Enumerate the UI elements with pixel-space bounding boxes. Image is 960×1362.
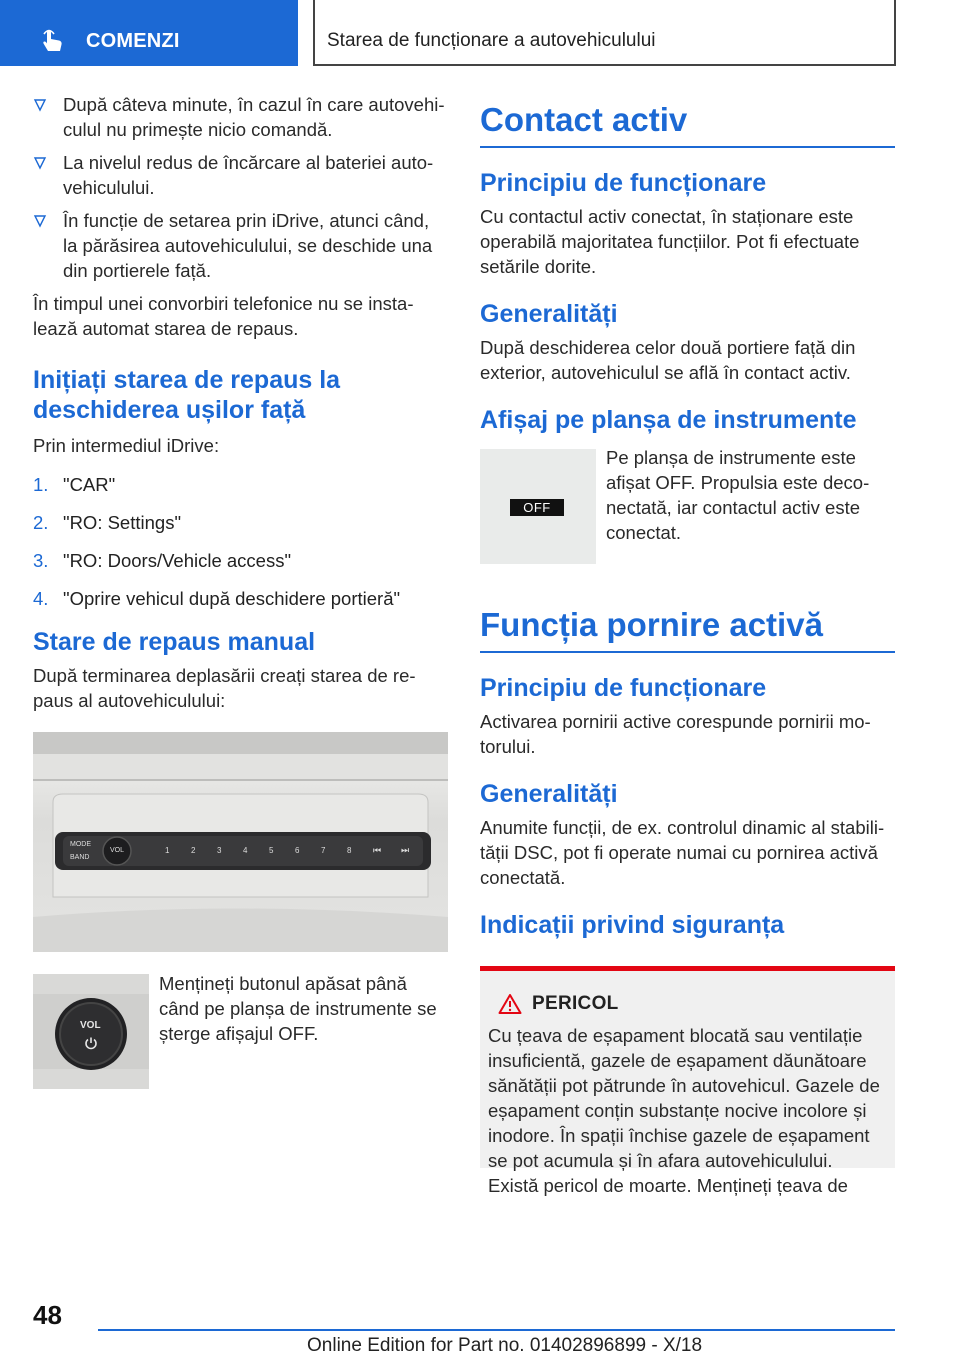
paragraph-principle-1: Cu contactul activ conectat, în staționare este operabilă majoritatea funcțiilor. Pot fi efectuate setările dorite. xyxy=(480,206,860,277)
vol-label: VOL xyxy=(110,847,125,854)
step-text: "CAR" xyxy=(63,474,116,495)
bullet-text: La nivelul redus de încărcare al bateriei auto-vehiculului. xyxy=(63,152,434,198)
danger-header xyxy=(488,993,883,1015)
danger-label: PERICOL xyxy=(532,993,619,1014)
power-icon xyxy=(84,1036,98,1050)
triangle-down-icon xyxy=(33,98,47,112)
steps-list xyxy=(33,472,448,611)
bullet-item xyxy=(33,150,448,200)
preset-button: 1 xyxy=(165,846,170,855)
preset-button: 8 xyxy=(347,846,352,855)
preset-button: 3 xyxy=(217,846,222,855)
list-item xyxy=(33,548,448,573)
paragraph-phone-call: În timpul unei convorbiri telefonice nu se insta-lează automat starea de repaus. xyxy=(33,293,414,339)
danger-text: Cu țeava de eșapament blocată sau ventilație insuficientă, gazele de eșapament dăunătoare sănătății pot pătrunde în autovehicul. Gazele de eșapament conțin substanțe nocive incolore și inodore. În spații închise gazele de eșapament se pot acumula și în afara autovehiculului. Există pericol de moarte. Mențineți țeava de xyxy=(488,1025,880,1196)
heading-general-2: Generalități xyxy=(480,780,618,808)
list-item xyxy=(33,586,448,611)
heading-safety: Indicații privind siguranța xyxy=(480,911,785,939)
hand-pointer-icon xyxy=(40,28,66,54)
danger-box xyxy=(480,966,895,1196)
off-display-image xyxy=(480,449,596,564)
paragraph-display: Pe planșa de instrumente este afișat OFF. Propulsia este deco-nectată, iar contactul activ este conectat. xyxy=(606,447,870,543)
step-number: 2. xyxy=(33,512,49,533)
display-row xyxy=(480,449,895,565)
triangle-down-icon xyxy=(33,156,47,170)
paragraph-hold-button: Mențineți butonul apăsat până când pe planșa de instrumente se șterge afișajul OFF. xyxy=(159,973,437,1044)
bullet-text: După câteva minute, în cazul în care autovehi-culul nu primește nicio comandă. xyxy=(63,94,445,140)
footer-rule xyxy=(98,1329,895,1331)
skip-back-icon: ⏮ xyxy=(373,845,382,855)
heading-doors: Inițiați starea de repaus la deschiderea ușilor față xyxy=(33,366,341,424)
heading-principle-2: Principiu de funcționare xyxy=(480,674,767,702)
paragraph-principle-2: Activarea pornirii active corespunde pornirii mo-torului. xyxy=(480,711,871,757)
paragraph-manual-sleep: După terminarea deplasării creați starea de re-paus al autovehiculului: xyxy=(33,665,416,711)
heading-display: Afișaj pe planșa de instrumente xyxy=(480,406,857,434)
step-text: "RO: Doors/Vehicle access" xyxy=(63,550,292,571)
step-text: "RO: Settings" xyxy=(63,512,182,533)
preset-button: 7 xyxy=(321,846,326,855)
skip-forward-icon: ⏭ xyxy=(401,845,410,855)
heading-manual-sleep: Stare de repaus manual xyxy=(33,628,316,656)
preset-button: 6 xyxy=(295,846,300,855)
page-number: 48 xyxy=(33,1300,62,1330)
step-number: 1. xyxy=(33,474,49,495)
heading-principle-1: Principiu de funcționare xyxy=(480,169,767,197)
vol-knob-label: VOL xyxy=(80,1020,101,1031)
heading-general-1: Generalități xyxy=(480,300,618,328)
left-column xyxy=(33,92,448,1090)
heading-contact-active: Contact activ xyxy=(480,100,895,148)
footer-edition: Online Edition for Part no. 01402896899 - X/18 xyxy=(307,1335,703,1356)
band-label: BAND xyxy=(70,854,90,861)
heading-active-start: Funcția pornire activă xyxy=(480,605,895,653)
hold-button-row xyxy=(33,974,448,1090)
bullet-item xyxy=(33,92,448,142)
bullet-item xyxy=(33,208,448,283)
off-indicator: OFF xyxy=(510,499,564,516)
section-tab[interactable] xyxy=(0,0,298,66)
paragraph-general-1: După deschiderea celor două portiere față din exterior, autovehiculul se află în contact activ. xyxy=(480,337,856,383)
vol-knob-photo xyxy=(33,974,149,1089)
preset-button: 5 xyxy=(269,846,274,855)
section-tab-label: COMENZI xyxy=(86,30,180,52)
mode-label: MODE xyxy=(70,841,91,848)
step-number: 4. xyxy=(33,588,49,609)
step-text: "Oprire vehicul după deschidere portieră" xyxy=(63,588,401,609)
paragraph-general-2: Anumite funcții, de ex. controlul dinamic al stabili-tății DSC, pot fi operate numai cu pornirea activă conectată. xyxy=(480,817,885,888)
preset-button: 2 xyxy=(191,846,196,855)
console-photo xyxy=(33,732,448,952)
bullet-text: În funcție de setarea prin iDrive, atunci când, la părăsirea autovehiculului, se deschide una din portierele față. xyxy=(63,210,433,281)
list-item xyxy=(33,472,448,497)
list-item xyxy=(33,510,448,535)
preset-button: 4 xyxy=(243,846,248,855)
warning-triangle-icon xyxy=(498,993,522,1015)
right-column xyxy=(480,100,895,1196)
triangle-down-icon xyxy=(33,214,47,228)
chapter-header xyxy=(313,0,896,66)
step-number: 3. xyxy=(33,550,49,571)
paragraph-idrive: Prin intermediul iDrive: xyxy=(33,435,220,456)
chapter-title: Starea de funcționare a autovehiculului xyxy=(327,30,656,51)
